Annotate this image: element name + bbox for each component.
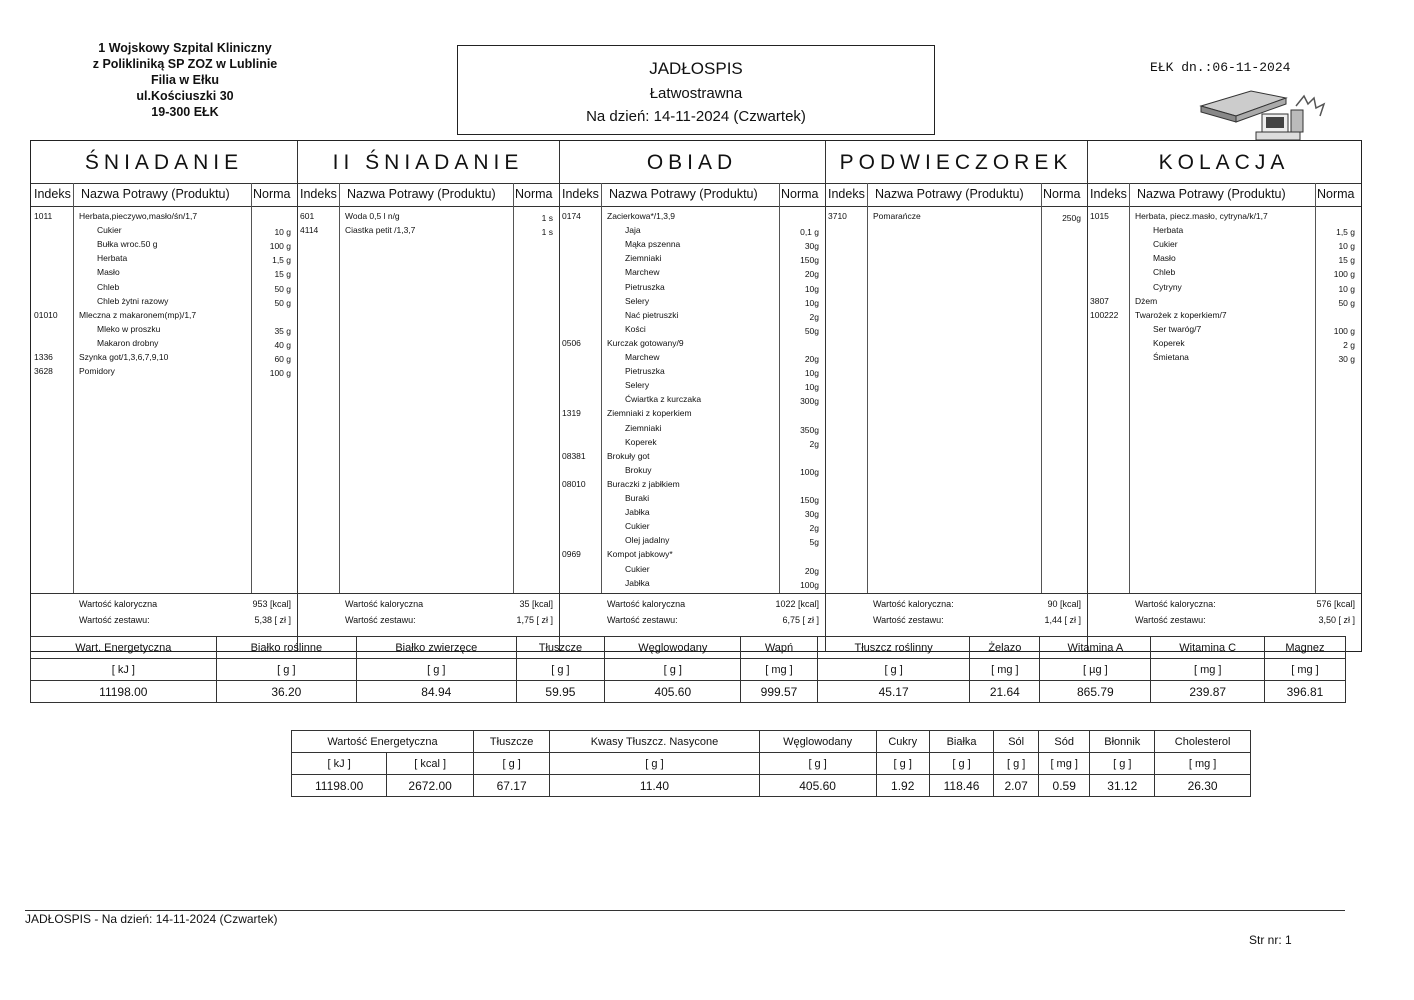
kcal-value: 90 [kcal] — [1047, 599, 1081, 609]
meal-summary-divider — [31, 593, 297, 594]
nutrient-value: 36.20 — [216, 681, 356, 703]
nutrient-value: 239.87 — [1151, 681, 1264, 703]
nutrient-header: Wartość Energetyczna — [292, 731, 474, 753]
nutrient-header: Tłuszcze — [516, 637, 605, 659]
nutrient-unit: [ µg ] — [1040, 659, 1151, 681]
meal-column — [825, 141, 1088, 651]
nutrient-value: 59.95 — [516, 681, 605, 703]
dish-name: Mleczna z makaronem(mp)/1,7 — [79, 309, 197, 320]
item-norm: 300g — [800, 396, 819, 407]
nutrient-value: 396.81 — [1264, 681, 1345, 703]
nutrient-unit: [ g ] — [216, 659, 356, 681]
nutrient-unit: [ mg ] — [741, 659, 818, 681]
meal-column-headers — [559, 184, 825, 207]
hospital-line: Filia w Ełku — [150, 73, 220, 87]
meal-column — [297, 141, 560, 651]
column-header: Nazwa Potrawy (Produktu) — [347, 187, 496, 201]
item-norm: 50 g — [274, 283, 291, 294]
column-divider — [867, 183, 868, 593]
meal-column-headers — [297, 184, 559, 207]
item-norm: 100 g — [1333, 325, 1355, 336]
meal-title: ŚNIADANIE — [31, 141, 297, 184]
issue-date: EŁK dn.:06-11-2024 — [1150, 60, 1291, 75]
ingredient-name: Pietruszka — [625, 366, 665, 377]
nutrient-unit: [ mg ] — [1264, 659, 1345, 681]
nutrient-unit: [ g ] — [817, 659, 970, 681]
nutrient-value: 1.92 — [876, 775, 929, 797]
cost-label: Wartość zestawu: — [873, 615, 944, 625]
item-norm: 10g — [804, 283, 819, 294]
column-header: Indeks — [300, 187, 337, 201]
nutrient-header: Tłuszcz roślinny — [817, 637, 970, 659]
item-norm: 15 g — [274, 269, 291, 280]
column-divider — [513, 183, 514, 593]
nutrient-value: 26.30 — [1155, 775, 1251, 797]
nutrient-unit: [ g ] — [473, 753, 549, 775]
kcal-label: Wartość kaloryczna: — [873, 599, 954, 609]
kcal-label: Wartość kaloryczna — [345, 599, 424, 609]
item-norm: 250g — [1062, 213, 1081, 223]
meal-summary-divider — [825, 593, 1087, 594]
ingredient-name: Koperek — [1153, 337, 1185, 348]
dish-name: Brokuły got — [607, 450, 650, 461]
nutrient-unit: [ mg ] — [1155, 753, 1251, 775]
item-index: 08381 — [562, 450, 586, 461]
column-header: Norma — [1317, 187, 1355, 201]
nutrient-value: 2.07 — [994, 775, 1039, 797]
nutrient-unit: [ mg ] — [970, 659, 1040, 681]
ingredient-name: Bułka wroc.50 g — [97, 239, 158, 250]
ingredient-name: Marchew — [625, 267, 660, 278]
nutrient-value: 405.60 — [605, 681, 741, 703]
page-number: Str nr: 1 — [1249, 933, 1292, 947]
item-index: 3628 — [34, 366, 53, 377]
dish-name: Zacierkowa*/1,3,9 — [607, 211, 676, 221]
nutrient-unit: [ g ] — [876, 753, 929, 775]
item-index: 3710 — [828, 211, 847, 221]
dish-name: Ciastka petit /1,3,7 — [345, 225, 416, 236]
nutrient-header: Cukry — [876, 731, 929, 753]
nutrient-header: Żelazo — [970, 637, 1040, 659]
column-divider — [1129, 183, 1130, 593]
ingredient-name: Cukier — [625, 521, 650, 532]
item-norm: 60 g — [274, 354, 291, 364]
item-norm: 150g — [800, 495, 819, 505]
nutrient-header: Cholesterol — [1155, 731, 1251, 753]
nutrient-header: Wart. Energetyczna — [31, 637, 217, 659]
nutrient-header: Sód — [1039, 731, 1090, 753]
item-norm: 100g — [800, 466, 819, 477]
dish-name: Herbata,pieczywo,masło/śn/1,7 — [79, 211, 198, 221]
ingredient-name: Ćwiartka z kurczaka — [625, 394, 702, 405]
cost-value: 1,44 [ zł ] — [1044, 615, 1081, 625]
nutrient-value: 11198.00 — [292, 775, 387, 797]
dish-name: Pomidory — [79, 366, 115, 377]
ingredient-name: Cukier — [97, 225, 122, 236]
ingredient-name: Chleb — [97, 281, 120, 292]
nutrient-unit: [ g ] — [759, 753, 876, 775]
hospital-line: z Polikliniką SP ZOZ w Lublinie — [92, 57, 278, 71]
item-norm: 2g — [809, 523, 819, 534]
ingredient-name: Ziemniaki — [625, 422, 662, 433]
nutrient-value: 118.46 — [929, 775, 993, 797]
ingredient-name: Ziemniaki — [625, 253, 662, 264]
item-norm: 15 g — [1338, 255, 1355, 266]
column-header: Indeks — [562, 187, 599, 201]
column-divider — [1041, 183, 1042, 593]
item-norm: 20g — [804, 269, 819, 280]
nutrient-value: 405.60 — [759, 775, 876, 797]
meal-summary-divider — [1087, 593, 1361, 594]
ingredient-name: Herbata — [1153, 225, 1184, 236]
item-norm: 10g — [804, 297, 819, 308]
nutrient-value: 11.40 — [550, 775, 759, 797]
dish-name: Kompot jabkowy* — [607, 549, 673, 560]
meal-summary-divider — [297, 593, 559, 594]
column-header: Nazwa Potrawy (Produktu) — [81, 187, 230, 201]
column-header: Norma — [781, 187, 819, 201]
item-norm: 10 g — [274, 227, 291, 238]
dish-name: Buraczki z jabłkiem — [607, 478, 680, 489]
nutrient-header: Magnez — [1264, 637, 1345, 659]
item-norm: 30g — [804, 509, 819, 520]
nutrient-header: Witamina A — [1040, 637, 1151, 659]
ingredient-name: Olej jadalny — [625, 535, 670, 546]
nutrient-unit: [ g ] — [994, 753, 1039, 775]
item-norm: 100 g — [269, 241, 291, 252]
footer-title: JADŁOSPIS - Na dzień: 14-11-2024 (Czwartek) — [25, 912, 278, 926]
item-norm: 100 g — [1333, 269, 1355, 280]
nutrient-unit: [ kJ ] — [292, 753, 387, 775]
item-norm: 5g — [809, 537, 819, 548]
item-norm: 1 s — [541, 227, 553, 238]
ingredient-name: Koperek — [625, 436, 657, 447]
dish-name: Szynka got/1,3,6,7,9,10 — [79, 352, 169, 362]
nutrient-value: 21.64 — [970, 681, 1040, 703]
item-norm: 20g — [804, 354, 819, 364]
ingredient-name: Masło — [97, 267, 120, 278]
meal-column — [31, 141, 298, 651]
column-divider — [779, 183, 780, 593]
item-norm: 30 g — [1338, 354, 1355, 364]
item-norm: 10 g — [1338, 241, 1355, 252]
item-index: 0174 — [562, 211, 581, 221]
cost-label: Wartość zestawu: — [607, 615, 678, 625]
kcal-value: 35 [kcal] — [519, 599, 553, 609]
cost-value: 3,50 [ zł ] — [1318, 615, 1355, 625]
nutrient-unit: [ mg ] — [1039, 753, 1090, 775]
nutrient-unit: [ g ] — [516, 659, 605, 681]
computer-logo-icon — [1196, 86, 1336, 148]
meal-title: OBIAD — [559, 141, 825, 184]
meal-column-headers — [825, 184, 1087, 207]
item-norm: 1 s — [541, 213, 553, 223]
footer-divider — [25, 910, 1345, 911]
nutrient-header: Kwasy Tłuszcz. Nasycone — [550, 731, 759, 753]
item-norm: 2g — [809, 311, 819, 322]
item-norm: 100 g — [269, 368, 291, 379]
kcal-label: Wartość kaloryczna — [79, 599, 158, 609]
column-header: Norma — [515, 187, 553, 201]
item-norm: 100g — [800, 579, 819, 590]
nutrient-header: Wapń — [741, 637, 818, 659]
nutrient-unit: [ mg ] — [1151, 659, 1264, 681]
nutrient-unit: [ g ] — [605, 659, 741, 681]
item-norm: 2 g — [1343, 339, 1355, 350]
kcal-value: 576 [kcal] — [1316, 599, 1355, 609]
nutrient-unit: [ g ] — [357, 659, 516, 681]
nutrient-header: Tłuszcze — [473, 731, 549, 753]
item-norm: 10 g — [1338, 283, 1355, 294]
nutrient-value: 999.57 — [741, 681, 818, 703]
column-header: Nazwa Potrawy (Produktu) — [609, 187, 758, 201]
dish-name: Dżem — [1135, 295, 1158, 306]
item-index: 0506 — [562, 337, 581, 348]
cost-label: Wartość zestawu: — [345, 615, 416, 625]
cost-label: Wartość zestawu: — [79, 615, 150, 625]
column-header: Norma — [253, 187, 291, 201]
column-header: Nazwa Potrawy (Produktu) — [875, 187, 1024, 201]
ingredient-name: Ser twaróg/7 — [1153, 323, 1202, 334]
column-divider — [251, 183, 252, 593]
column-header: Norma — [1043, 187, 1081, 201]
nutrition-table-main — [30, 636, 1346, 703]
nutrient-value: 84.94 — [357, 681, 516, 703]
item-norm: 1,5 g — [1336, 227, 1355, 238]
diet-name: Łatwostrawna — [649, 85, 743, 102]
nutrient-unit: [ g ] — [1090, 753, 1155, 775]
item-norm: 1,5 g — [272, 255, 291, 266]
ingredient-name: Pietruszka — [625, 281, 665, 292]
page-title: JADŁOSPIS — [649, 59, 743, 78]
nutrient-header: Węglowodany — [605, 637, 741, 659]
column-divider — [73, 183, 74, 593]
column-header: Nazwa Potrawy (Produktu) — [1137, 187, 1286, 201]
dish-name: Pomarańcze — [873, 211, 921, 221]
dish-name: Herbata, piecz.masło, cytryna/k/1,7 — [1135, 211, 1268, 221]
column-header: Indeks — [34, 187, 71, 201]
ingredient-name: Nać pietruszki — [625, 309, 679, 320]
ingredient-name: Makaron drobny — [97, 337, 159, 348]
meal-column — [1087, 141, 1361, 651]
ingredient-name: Cytryny — [1153, 281, 1182, 292]
item-norm: 10g — [804, 368, 819, 379]
meal-title: PODWIECZOREK — [825, 141, 1087, 184]
ingredient-name: Buraki — [625, 493, 650, 503]
item-index: 1011 — [34, 211, 53, 221]
hospital-line: ul.Kościuszki 30 — [136, 89, 234, 103]
item-norm: 50 g — [274, 297, 291, 308]
ingredient-name: Marchew — [625, 352, 660, 362]
item-index: 01010 — [34, 309, 58, 320]
item-norm: 35 g — [274, 325, 291, 336]
nutrient-unit: [ kcal ] — [387, 753, 474, 775]
nutrient-header: Białko roślinne — [216, 637, 356, 659]
meals-table — [30, 140, 1362, 652]
cost-value: 1,75 [ zł ] — [516, 615, 553, 625]
kcal-value: 953 [kcal] — [252, 599, 291, 609]
ingredient-name: Selery — [625, 380, 650, 391]
item-index: 1336 — [34, 352, 53, 362]
kcal-value: 1022 [kcal] — [775, 599, 819, 609]
ingredient-name: Cukier — [1153, 239, 1178, 250]
nutrient-value: 0.59 — [1039, 775, 1090, 797]
item-norm: 50g — [804, 325, 819, 336]
column-divider — [601, 183, 602, 593]
nutrient-value: 67.17 — [473, 775, 549, 797]
hospital-line: 19-300 EŁK — [151, 105, 219, 119]
ingredient-name: Kości — [625, 323, 646, 334]
cost-value: 5,38 [ zł ] — [254, 615, 291, 625]
ingredient-name: Masło — [1153, 253, 1176, 264]
nutrient-header: Błonnik — [1090, 731, 1155, 753]
nutrient-unit: [ g ] — [550, 753, 759, 775]
nutrient-value: 31.12 — [1090, 775, 1155, 797]
meal-summary-divider — [559, 593, 825, 594]
nutrient-value: 45.17 — [817, 681, 970, 703]
item-index: 0969 — [562, 549, 581, 560]
item-norm: 2g — [809, 438, 819, 449]
dish-name: Woda 0,5 l n/g — [345, 211, 400, 221]
meal-column — [559, 141, 826, 651]
hospital-address — [60, 40, 310, 120]
ingredient-name: Chleb — [1153, 267, 1176, 278]
menu-title-box — [457, 45, 935, 135]
item-norm: 40 g — [274, 339, 291, 350]
ingredient-name: Herbata — [97, 253, 128, 264]
nutrition-table-summary — [291, 730, 1251, 797]
cost-value: 6,75 [ zł ] — [782, 615, 819, 625]
kcal-label: Wartość kaloryczna: — [1135, 599, 1216, 609]
item-index: 3807 — [1090, 295, 1109, 306]
column-divider — [339, 183, 340, 593]
column-divider — [1315, 183, 1316, 593]
item-index: 1015 — [1090, 211, 1109, 221]
ingredient-name: Selery — [625, 295, 650, 306]
nutrient-header: Witamina C — [1151, 637, 1264, 659]
item-norm: 0,1 g — [800, 227, 819, 238]
item-index: 1319 — [562, 408, 581, 419]
nutrient-header: Białka — [929, 731, 993, 753]
cost-label: Wartość zestawu: — [1135, 615, 1206, 625]
item-norm: 350g — [800, 424, 819, 435]
ingredient-name: Jabłka — [625, 507, 650, 518]
ingredient-name: Mleko w proszku — [97, 323, 161, 334]
ingredient-name: Jabłka — [625, 577, 650, 588]
item-index: 08010 — [562, 478, 586, 489]
ingredient-name: Śmietana — [1153, 352, 1189, 362]
meal-column-headers — [31, 184, 297, 207]
menu-date: Na dzień: 14-11-2024 (Czwartek) — [586, 108, 806, 125]
item-index: 601 — [300, 211, 315, 221]
ingredient-name: Jaja — [625, 225, 641, 236]
nutrient-value: 2672.00 — [387, 775, 474, 797]
nutrient-value: 11198.00 — [31, 681, 217, 703]
dish-name: Ziemniaki z koperkiem — [607, 408, 692, 419]
meal-title: KOLACJA — [1087, 141, 1361, 184]
item-norm: 10g — [804, 382, 819, 393]
dish-name: Twarożek z koperkiem/7 — [1135, 309, 1227, 320]
ingredient-name: Brokuy — [625, 464, 652, 475]
item-index: 100222 — [1090, 309, 1119, 320]
nutrient-unit: [ g ] — [929, 753, 993, 775]
kcal-label: Wartość kaloryczna — [607, 599, 686, 609]
ingredient-name: Mąka pszenna — [625, 239, 681, 250]
nutrient-value: 865.79 — [1040, 681, 1151, 703]
nutrient-header: Sól — [994, 731, 1039, 753]
nutrient-header: Węglowodany — [759, 731, 876, 753]
hospital-line: 1 Wojskowy Szpital Kliniczny — [98, 41, 272, 55]
nutrient-unit: [ kJ ] — [31, 659, 217, 681]
dish-name: Kurczak gotowany/9 — [607, 337, 684, 348]
item-index: 4114 — [300, 225, 319, 236]
item-norm: 30g — [804, 241, 819, 252]
item-norm: 50 g — [1338, 297, 1355, 308]
column-header: Indeks — [1090, 187, 1127, 201]
column-header: Indeks — [828, 187, 865, 201]
meal-title: II ŚNIADANIE — [297, 141, 559, 184]
item-norm: 20g — [804, 565, 819, 576]
ingredient-name: Cukier — [625, 563, 650, 574]
ingredient-name: Chleb żytni razowy — [97, 295, 169, 306]
nutrient-header: Białko zwierzęce — [357, 637, 516, 659]
item-norm: 150g — [800, 255, 819, 266]
